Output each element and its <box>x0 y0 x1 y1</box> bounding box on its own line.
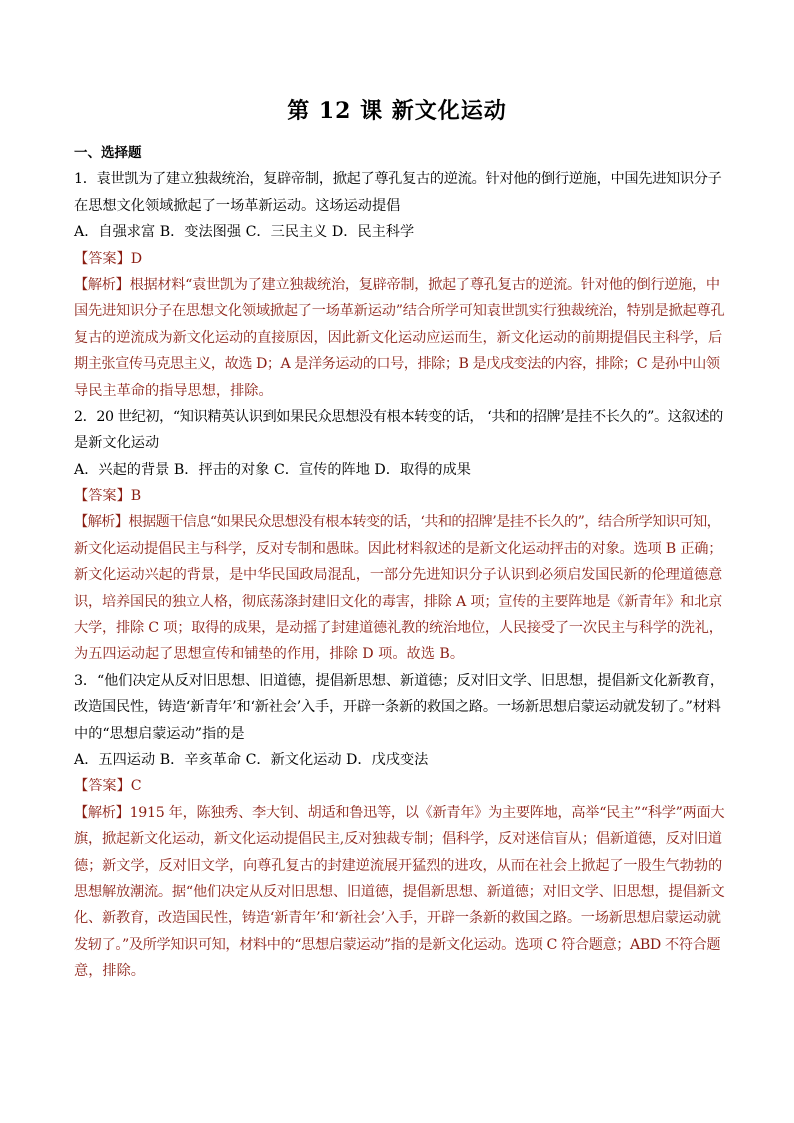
question-options: A．自强求富 B．变法图强 C．三民主义 D．民主科学 <box>74 224 415 241</box>
page-title: 第 12 课 新文化运动 <box>287 98 507 124</box>
analysis-line: 导民主革命的指导思想，排除。 <box>74 382 273 399</box>
question-text-line: 2．20 世纪初，“知识精英认识到如果民众思想没有根本转变的话， ‘共和的招牌’是挂不长久的”。这叙述的 <box>74 408 723 425</box>
question-2 <box>74 404 724 668</box>
answer-line <box>74 483 724 509</box>
answer-value: B <box>130 488 142 505</box>
analysis-line: 德；新文学，反对旧文学，向尊孔复古的封建逆流展开猛烈的进攻，从而在社会上掀起了一股生气勃勃的 <box>74 857 723 874</box>
answer-value: D <box>130 250 143 267</box>
analysis-line: 发轫了。”及所学知识可知，材料中的“思想启蒙运动”指的是新文化运动。选项 C 符合题意；ABD 不符合题 <box>74 936 721 953</box>
question-text-line: 在思想文化领域掀起了一场革新运动。这场运动提倡 <box>74 197 401 214</box>
analysis-text: 根据题干信息“如果民众思想没有根本转变的话，‘共和的招牌’是挂不长久的”，结合所学知识可知， <box>128 514 721 531</box>
question-text-line: 改造国民性，铸造‘新青年’和‘新社会’入手，开辟一条新的救国之路。一场新思想启蒙运动就发轫了。”材料 <box>74 699 721 716</box>
question-options: A．兴起的背景 B．抨击的对象 C．宣传的阵地 D．取得的成果 <box>74 461 471 478</box>
analysis-line: 期主张宣传马克思主义，故选 D；A 是洋务运动的口号，排除；B 是戊戌变法的内容，排除；C 是孙中山领 <box>74 356 720 373</box>
answer-tag: 【答案】 <box>74 250 131 267</box>
analysis-line: 复古的逆流成为新文化运动的直接原因，因此新文化运动应运而生，新文化运动的前期提倡民主科学，后 <box>74 329 723 346</box>
analysis-line: 为五四运动起了思想宣传和铺垫的作用，排除 D 项。故选 B。 <box>74 646 465 663</box>
answer-line <box>74 246 724 272</box>
question-text-line: 1．袁世凯为了建立独裁统治，复辟帝制，掀起了尊孔复古的逆流。针对他的倒行逆施，中国先进知识分子 <box>74 171 722 188</box>
question-text-line: 3．“他们决定从反对旧思想、旧道德，提倡新思想、新道德；反对旧文学、旧思想，提倡新文化新教育， <box>74 672 725 689</box>
section-heading: 一、选择题 <box>74 145 142 161</box>
question-3 <box>74 668 724 985</box>
analysis-line: 大学，排除 C 项；取得的成果，是动摇了封建道德礼教的统治地位，人民接受了一次民主与科学的洗礼， <box>74 620 723 637</box>
analysis-line: 思想解放潮流。据“他们决定从反对旧思想、旧道德，提倡新思想、新道德；对旧文学、旧思想，提倡新文 <box>74 883 725 900</box>
question-text-line: 是新文化运动 <box>74 435 160 452</box>
analysis-line: 新文化运动兴起的背景，是中华民国政局混乱，一部分先进知识分子认识到必须启发国民新的伦理道德意 <box>74 567 723 584</box>
analysis-line <box>74 509 724 535</box>
analysis-tag: 【解析】 <box>74 514 129 531</box>
answer-tag: 【答案】 <box>74 778 131 795</box>
answer-value: C <box>130 778 142 795</box>
question-text-line: 中的“思想启蒙运动”指的是 <box>74 725 245 742</box>
document-body <box>74 140 724 985</box>
question-options: A．五四运动 B．辛亥革命 C．新文化运动 D．戊戌变法 <box>74 751 429 768</box>
answer-line <box>74 773 724 799</box>
analysis-line: 国先进知识分子在思想文化领域掀起了一场革新运动”结合所学可知袁世凯实行独裁统治，特别是掀起尊孔 <box>74 303 725 320</box>
analysis-line <box>74 800 724 826</box>
analysis-line: 新文化运动提倡民主与科学，反对专制和愚昧。因此材料叙述的是新文化运动抨击的对象。选项 B 正确； <box>74 540 723 557</box>
analysis-text: 根据材料“袁世凯为了建立独裁统治，复辟帝制，掀起了尊孔复古的逆流。针对他的倒行逆施，中 <box>129 276 720 293</box>
analysis-line: 识，培养国民的独立人格，彻底荡涤封建旧文化的毒害，排除 A 项；宣传的主要阵地是《新青年》和北京 <box>74 593 723 610</box>
analysis-tag: 【解析】 <box>74 276 130 293</box>
answer-tag: 【答案】 <box>74 488 131 505</box>
analysis-tag: 【解析】 <box>74 804 130 821</box>
analysis-line: 化、新教育，改造国民性，铸造‘新青年’和‘新社会’入手，开辟一条新的救国之路。一场新思想启蒙运动就 <box>74 910 721 927</box>
analysis-line <box>74 272 724 298</box>
analysis-line: 意，排除。 <box>74 963 145 980</box>
question-1 <box>74 166 724 404</box>
analysis-line: 旗，掀起新文化运动，新文化运动提倡民主,反对独裁专制；倡科学，反对迷信盲从；倡新道德，反对旧道 <box>74 831 722 848</box>
analysis-text: 1915 年，陈独秀、李大钊、胡适和鲁迅等，以《新青年》为主要阵地，高举“民主”“科学”两面大 <box>129 804 725 821</box>
